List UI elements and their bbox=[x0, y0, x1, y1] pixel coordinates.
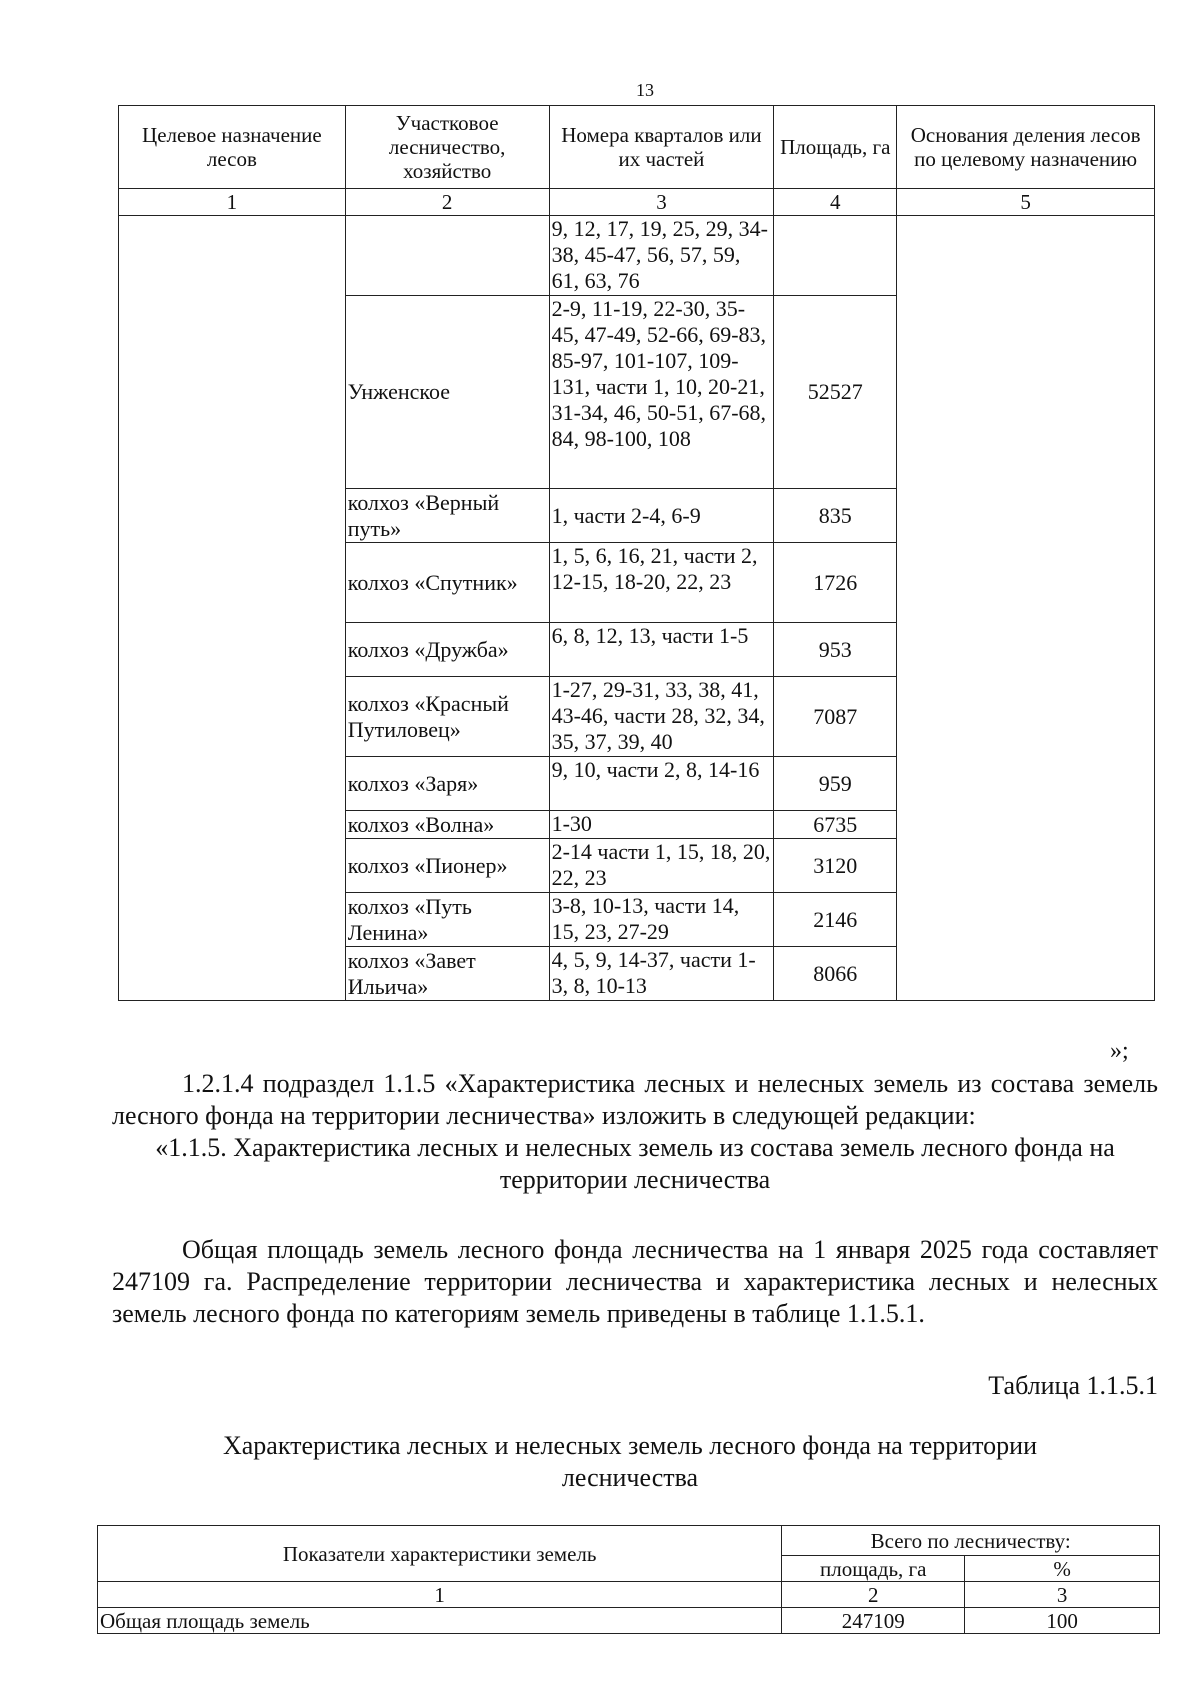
quarters-cell: 3-8, 10-13, части 14, 15, 23, 27-29 bbox=[549, 893, 774, 947]
area-cell bbox=[774, 216, 897, 296]
header-basis: Основания деления лесов по целевому назначению bbox=[897, 106, 1155, 189]
column-number-row bbox=[98, 1582, 1160, 1608]
column-number: 3 bbox=[549, 189, 774, 216]
area-cell: 7087 bbox=[774, 677, 897, 757]
header-area: площадь, га bbox=[782, 1556, 965, 1582]
entity-cell: колхоз «Волна» bbox=[345, 811, 549, 839]
entity-cell: колхоз «Заря» bbox=[345, 757, 549, 811]
page-number: 13 bbox=[636, 80, 654, 100]
column-number-row bbox=[119, 189, 1155, 216]
entity-cell bbox=[345, 216, 549, 296]
row-label: Общая площадь земель bbox=[98, 1608, 782, 1634]
column-number: 1 bbox=[119, 189, 346, 216]
quarters-cell: 9, 12, 17, 19, 25, 29, 34-38, 45-47, 56, 57, 59, 61, 63, 76 bbox=[549, 216, 774, 296]
area-cell: 953 bbox=[774, 623, 897, 677]
table-row bbox=[98, 1608, 1160, 1634]
row-area: 247109 bbox=[782, 1608, 965, 1634]
header-indicators: Показатели характеристики земель bbox=[98, 1526, 782, 1582]
forest-purpose-table bbox=[118, 105, 1155, 1001]
quarters-cell: 1-27, 29-31, 33, 38, 41, 43-46, части 28, 32, 34, 35, 37, 39, 40 bbox=[549, 677, 774, 757]
basis-cell bbox=[897, 216, 1155, 1001]
table-title: Характеристика лесных и нелесных земель лесного фонда на территории лесничества bbox=[222, 1431, 1037, 1492]
area-cell: 52527 bbox=[774, 296, 897, 489]
entity-cell: колхоз «Завет Ильича» bbox=[345, 947, 549, 1001]
table-header-row bbox=[98, 1526, 1160, 1556]
purpose-cell bbox=[119, 216, 346, 1001]
quarters-cell: 4, 5, 9, 14-37, части 1-3, 8, 10-13 bbox=[549, 947, 774, 1001]
table-header-row bbox=[119, 106, 1155, 189]
entity-cell: колхоз «Дружба» bbox=[345, 623, 549, 677]
column-number: 2 bbox=[345, 189, 549, 216]
row-percent: 100 bbox=[965, 1608, 1160, 1634]
table-label: Таблица 1.1.5.1 bbox=[988, 1371, 1158, 1400]
quarters-cell: 2-9, 11-19, 22-30, 35-45, 47-49, 52-66, 69-83, 85-97, 101-107, 109-131, части 1, 10, 20-21, 31-34, 46, 50-51, 67-68, 84, 98-100, 108 bbox=[549, 296, 774, 489]
header-quarters: Номера кварталов или их частей bbox=[549, 106, 774, 189]
area-cell: 3120 bbox=[774, 839, 897, 893]
entity-cell: колхоз «Пионер» bbox=[345, 839, 549, 893]
closing-quote: »; bbox=[1110, 1038, 1129, 1064]
body-paragraph: Общая площадь земель лесного фонда лесничества на 1 января 2025 года составляет 247109 га. Распределение территории лесничества и характеристика лесных и нелесных земель лесного фонда по категориям земель приведены в таблице 1.1.5.1. bbox=[112, 1235, 1158, 1328]
quarters-cell: 1-30 bbox=[549, 811, 774, 839]
land-characteristics-table bbox=[97, 1525, 1160, 1634]
area-cell: 1726 bbox=[774, 543, 897, 623]
column-number: 4 bbox=[774, 189, 897, 216]
area-cell: 835 bbox=[774, 489, 897, 543]
quarters-cell: 1, 5, 6, 16, 21, части 2, 12-15, 18-20, 22, 23 bbox=[549, 543, 774, 623]
section-heading: «1.1.5. Характеристика лесных и нелесных земель из состава земель лесного фонда на территории лесничества bbox=[155, 1133, 1115, 1194]
area-cell: 2146 bbox=[774, 893, 897, 947]
quarters-cell: 1, части 2-4, 6-9 bbox=[549, 489, 774, 543]
header-total: Всего по лесничеству: bbox=[782, 1526, 1160, 1556]
entity-cell: колхоз «Путь Ленина» bbox=[345, 893, 549, 947]
header-purpose: Целевое назначение лесов bbox=[119, 106, 346, 189]
quarters-cell: 6, 8, 12, 13, части 1-5 bbox=[549, 623, 774, 677]
column-number: 3 bbox=[965, 1582, 1160, 1608]
entity-cell: колхоз «Красный Путиловец» bbox=[345, 677, 549, 757]
area-cell: 6735 bbox=[774, 811, 897, 839]
quarters-cell: 9, 10, части 2, 8, 14-16 bbox=[549, 757, 774, 811]
amendment-paragraph: 1.2.1.4 подраздел 1.1.5 «Характеристика лесных и нелесных земель из состава земель лесного фонда на территории лесничества» изложить в следующей редакции: bbox=[112, 1069, 1158, 1130]
entity-cell: Унженское bbox=[345, 296, 549, 489]
table-row bbox=[119, 216, 1155, 296]
header-entity: Участковое лесничество, хозяйство bbox=[345, 106, 549, 189]
entity-cell: колхоз «Спутник» bbox=[345, 543, 549, 623]
column-number: 1 bbox=[98, 1582, 782, 1608]
column-number: 2 bbox=[782, 1582, 965, 1608]
area-cell: 8066 bbox=[774, 947, 897, 1001]
quarters-cell: 2-14 части 1, 15, 18, 20, 22, 23 bbox=[549, 839, 774, 893]
column-number: 5 bbox=[897, 189, 1155, 216]
area-cell: 959 bbox=[774, 757, 897, 811]
entity-cell: колхоз «Верный путь» bbox=[345, 489, 549, 543]
header-area: Площадь, га bbox=[774, 106, 897, 189]
header-percent: % bbox=[965, 1556, 1160, 1582]
